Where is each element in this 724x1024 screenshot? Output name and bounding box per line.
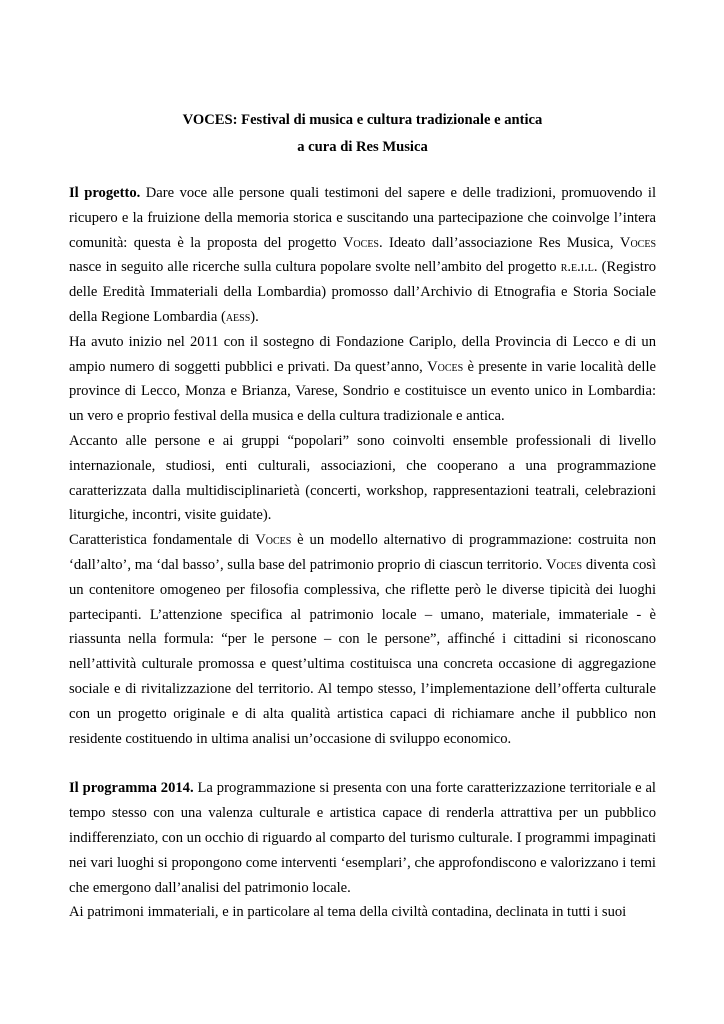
text-run: (Registro delle Eredità Immateriali della Lombardia) promosso dall’Archivio di Etnografia e Storia Sociale della Regione Lombardia ( [69,259,656,325]
voces-name: Voces [427,358,464,375]
paragraph-history [69,330,656,429]
paragraph-model [69,528,656,751]
text-run: Dare voce alle persone quali testimoni del sapere e delle tradizioni, promuovendo il ricupero e la fruizione della memoria storica e suscitando una partecipazione che coinvolge l’intera comunità: questa è la proposta del progetto [69,185,656,251]
document-subtitle: a cura di Res Musica [297,139,428,155]
text-run: Caratteristica fondamentale di [69,532,256,549]
reil-acronym: r.e.i.l. [560,259,598,276]
voces-name: Voces [546,556,583,573]
text-run: Ha avuto inizio nel 2011 con il sostegno di Fondazione Cariplo, della Provincia di Lecco e di un ampio numero di soggetti pubblici e privati. Da quest’anno, [69,333,656,375]
document-page [69,110,656,925]
paragraph-project-intro [69,181,656,330]
aess-acronym: aess [225,308,251,325]
voces-name: Voces [255,532,292,549]
paragraph-program-2014 [69,776,656,900]
text-run: nasce in seguito alle ricerche sulla cultura popolare svolte nell’ambito del progetto [69,259,561,276]
text-run: ). [250,308,259,325]
document-title: VOCES: Festival di musica e cultura tradizionale e antica [182,112,543,128]
text-run: . Ideato dall’associazione Res Musica, [379,234,620,251]
text-run: è presente in varie località delle province di Lecco, Monza e Brianza, Varese, Sondrio e costituisce un evento unico in Lombardia: un vero e proprio festival della musica e della cultura tradizionale e antica. [69,358,656,425]
section-heading-progetto: Il progetto. [69,185,141,201]
paragraph-participants: Accanto alle persone e ai gruppi “popolari” sono coinvolti ensemble professionali di livello internazionale, studiosi, enti culturali, associazioni, che cooperano a una programmazione caratterizzata dalla multidisciplinarietà (concerti, workshop, rappresentazioni teatrali, celebrazioni liturgiche, incontri, visite guidate). [69,432,656,524]
section-heading-programma: Il programma 2014. [69,780,194,797]
paragraph-heritage: Ai patrimoni immateriali, e in particolare al tema della civiltà contadina, declinata in tutti i suoi [69,904,627,921]
voces-name: Voces [619,234,657,251]
text-run: La programmazione si presenta con una forte caratterizzazione territoriale e al tempo stesso con una valenza culturale e artistica capace di renderla attrattiva per un pubblico indifferenziato, con un occhio di riguardo al comparto del turismo culturale. I programmi impaginati nei vari luoghi si propongono come interventi ‘esemplari’, che approfondiscono e valorizzano i temi che emergono dall’analisi del patrimonio locale. [69,780,656,896]
text-run: è un modello alternativo di programmazione: costruita non ‘dall’alto’, ma ‘dal basso’, sulla base del patrimonio proprio di ciascun territorio. [69,532,656,573]
text-run: diventa così un contenitore omogeneo per filosofia complessiva, che riflette però le diverse tipicità dei luoghi partecipanti. L’attenzione specifica al patrimonio locale – umano, materiale, immateriale - è riassunta nella formula: “per le persone – con le persone”, affinché i cittadini si riconoscano nell’attività culturale promossa e quest’ultima costituisca una concreta occasione di aggregazione sociale e di rivitalizzazione del territorio. Al tempo stesso, l’implementazione dell’offerta culturale con un progetto originale e di alta qualità artistica capaci di richiamare anche il pubblico non residente costituendo in ultima analisi un’occasione di sviluppo economico. [69,556,657,747]
voces-name: Voces [342,234,379,251]
